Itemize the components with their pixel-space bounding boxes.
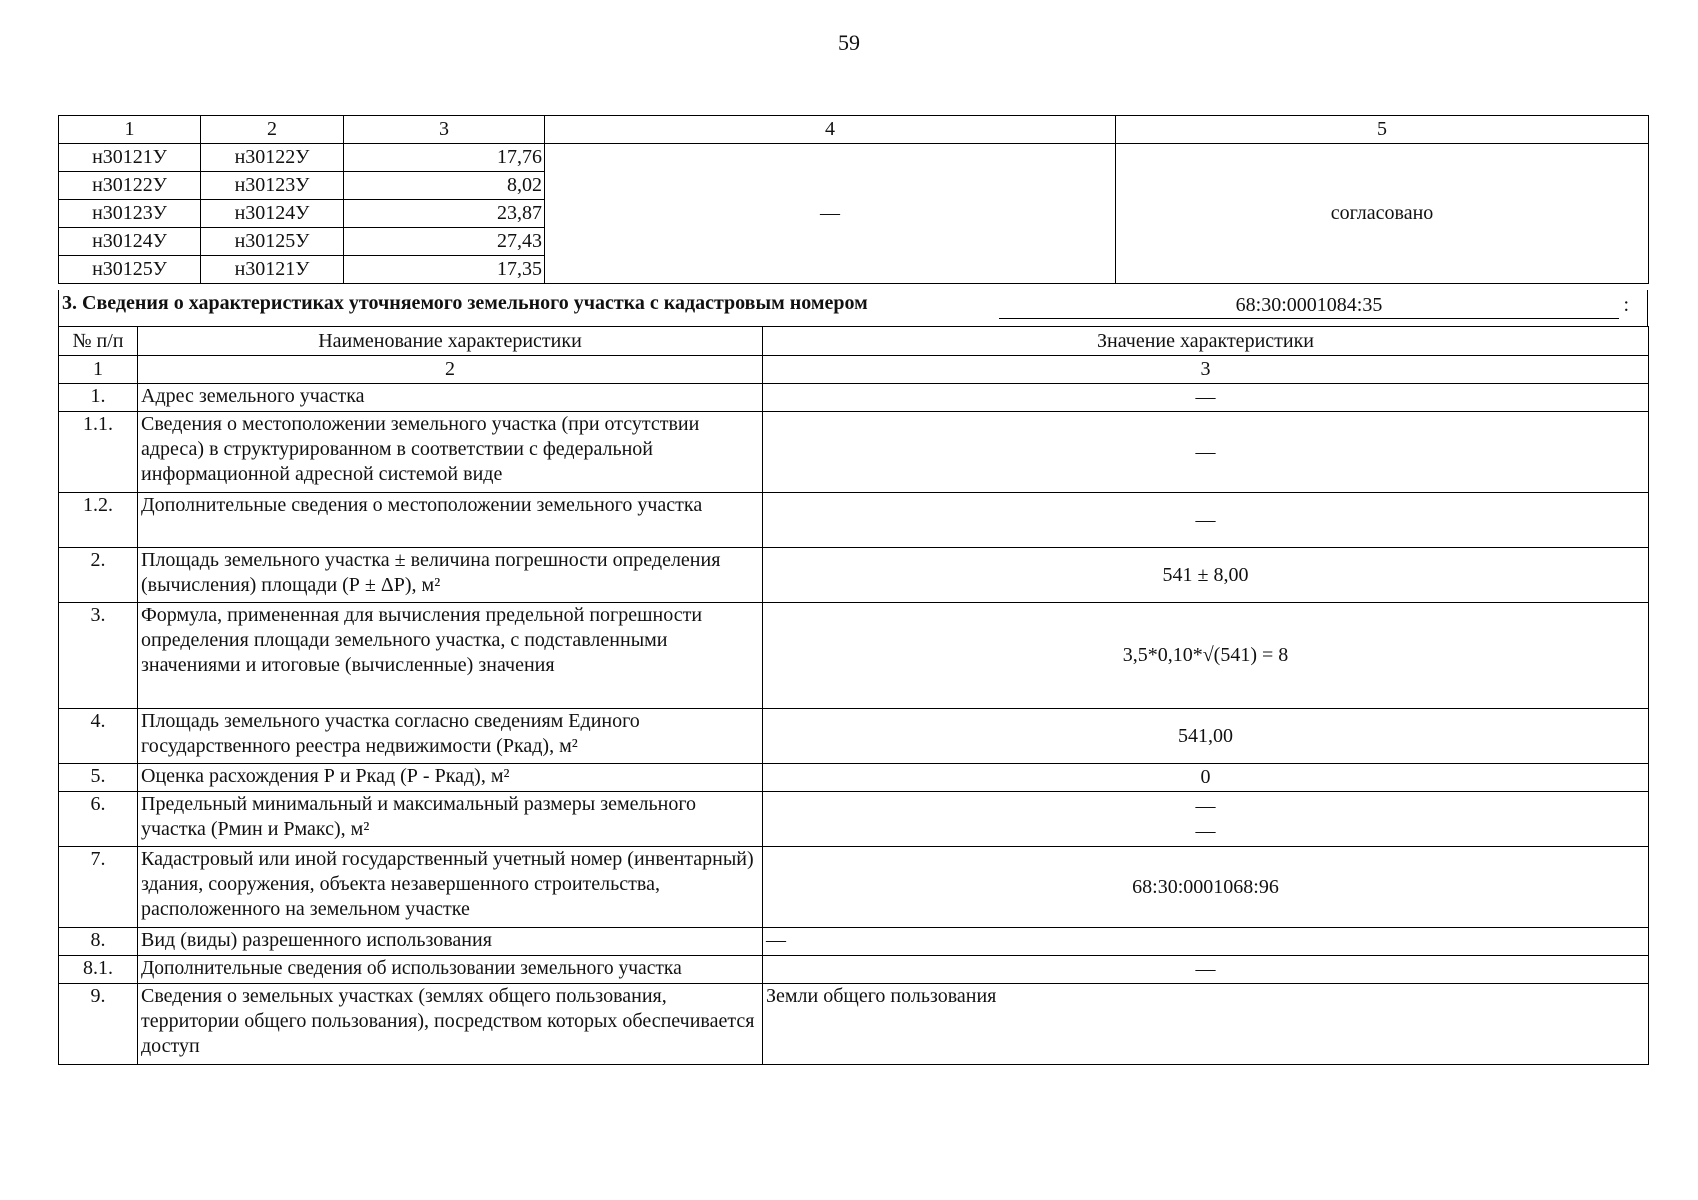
row-number: 3. xyxy=(59,603,138,709)
header-cell: 5 xyxy=(1116,116,1649,144)
characteristic-value: 541 ± 8,00 xyxy=(763,548,1649,603)
table-row xyxy=(59,412,1649,493)
table-row xyxy=(59,984,1649,1065)
header-cell: 2 xyxy=(201,116,344,144)
max-size-value: — xyxy=(1195,820,1216,842)
characteristic-name: Дополнительные сведения о местоположении земельного участка xyxy=(138,493,763,548)
characteristic-value xyxy=(763,792,1649,847)
section-3-heading xyxy=(58,290,1648,326)
table-row xyxy=(59,956,1649,984)
table-row xyxy=(59,847,1649,928)
table-row xyxy=(59,548,1649,603)
characteristic-name: Оценка расхождения Р и Ркад (Р - Ркад), м² xyxy=(138,764,763,792)
table-header-row xyxy=(59,327,1649,356)
characteristic-value: 3,5*0,10*√(541) = 8 xyxy=(763,603,1649,709)
cadastral-number: 68:30:0001084:35 xyxy=(999,294,1619,319)
characteristic-name: Сведения о земельных участках (землях общего пользования, территории общего пользования), посредством которых обеспечивается доступ xyxy=(138,984,763,1065)
section-title: 3. Сведения о характеристиках уточняемого земельного участка с кадастровым номером xyxy=(62,292,868,314)
characteristic-value: 0 xyxy=(763,764,1649,792)
table-numbering-row xyxy=(59,356,1649,384)
table-row xyxy=(59,384,1649,412)
point-to: н30122У xyxy=(201,144,344,172)
section-colon: : xyxy=(1623,294,1629,316)
characteristic-value: — xyxy=(763,412,1649,493)
point-to: н30124У xyxy=(201,200,344,228)
row-number: 2. xyxy=(59,548,138,603)
numbering-cell: 1 xyxy=(59,356,138,384)
table-row xyxy=(59,792,1649,847)
row-number: 1. xyxy=(59,384,138,412)
characteristic-value: — xyxy=(763,384,1649,412)
segment-length: 17,76 xyxy=(344,144,545,172)
header-cell: 4 xyxy=(545,116,1116,144)
row-number: 1.2. xyxy=(59,493,138,548)
characteristic-name: Дополнительные сведения об использовании земельного участка xyxy=(138,956,763,984)
table-header-row xyxy=(59,116,1649,144)
header-cell: 3 xyxy=(344,116,545,144)
table-row xyxy=(59,709,1649,764)
boundary-parts-table xyxy=(58,115,1649,284)
characteristic-name: Кадастровый или иной государственный учетный номер (инвентарный) здания, сооружения, объекта незавершенного строительства, расположенного на земельном участке xyxy=(138,847,763,928)
header-cell: Значение характеристики xyxy=(763,327,1649,356)
row-number: 4. xyxy=(59,709,138,764)
characteristic-name: Площадь земельного участка ± величина погрешности определения (вычисления) площади (Р ± ΔР), м² xyxy=(138,548,763,603)
min-size-value: — xyxy=(1195,795,1216,817)
point-to: н30123У xyxy=(201,172,344,200)
characteristic-value: 541,00 xyxy=(763,709,1649,764)
characteristic-name: Сведения о местоположении земельного участка (при отсутствии адреса) в структурированном в соответствии с федеральной информационной адресной системой виде xyxy=(138,412,763,493)
point-to: н30125У xyxy=(201,228,344,256)
col4-value: — xyxy=(545,144,1116,284)
header-cell: 1 xyxy=(59,116,201,144)
header-cell: Наименование характеристики xyxy=(138,327,763,356)
approval-status: согласовано xyxy=(1116,144,1649,284)
table-row xyxy=(59,928,1649,956)
table-row xyxy=(59,603,1649,709)
table-row xyxy=(59,144,1649,172)
page-number: 59 xyxy=(838,30,860,55)
characteristic-value: — xyxy=(763,956,1649,984)
numbering-cell: 3 xyxy=(763,356,1649,384)
characteristic-name: Адрес земельного участка xyxy=(138,384,763,412)
row-number: 7. xyxy=(59,847,138,928)
header-cell: № п/п xyxy=(59,327,138,356)
characteristics-table xyxy=(58,326,1649,1065)
point-from: н30122У xyxy=(59,172,201,200)
row-number: 9. xyxy=(59,984,138,1065)
point-from: н30123У xyxy=(59,200,201,228)
row-number: 6. xyxy=(59,792,138,847)
segment-length: 23,87 xyxy=(344,200,545,228)
characteristic-value: — xyxy=(763,928,1649,956)
table-row xyxy=(59,493,1649,548)
row-number: 8.1. xyxy=(59,956,138,984)
segment-length: 17,35 xyxy=(344,256,545,284)
characteristic-value: 68:30:0001068:96 xyxy=(763,847,1649,928)
point-from: н30121У xyxy=(59,144,201,172)
segment-length: 27,43 xyxy=(344,228,545,256)
row-number: 5. xyxy=(59,764,138,792)
numbering-cell: 2 xyxy=(138,356,763,384)
point-from: н30125У xyxy=(59,256,201,284)
characteristic-value: Земли общего пользования xyxy=(763,984,1649,1065)
characteristic-value: — xyxy=(763,493,1649,548)
row-number: 1.1. xyxy=(59,412,138,493)
characteristic-name: Формула, примененная для вычисления предельной погрешности определения площади земельного участка, с подставленными значениями и итоговые (вычисленные) значения xyxy=(138,603,763,709)
table-row xyxy=(59,764,1649,792)
point-from: н30124У xyxy=(59,228,201,256)
segment-length: 8,02 xyxy=(344,172,545,200)
row-number: 8. xyxy=(59,928,138,956)
characteristic-name: Вид (виды) разрешенного использования xyxy=(138,928,763,956)
characteristic-name: Предельный минимальный и максимальный размеры земельного участка (Рмин и Рмакс), м² xyxy=(138,792,763,847)
characteristic-name: Площадь земельного участка согласно сведениям Единого государственного реестра недвижимости (Ркад), м² xyxy=(138,709,763,764)
point-to: н30121У xyxy=(201,256,344,284)
